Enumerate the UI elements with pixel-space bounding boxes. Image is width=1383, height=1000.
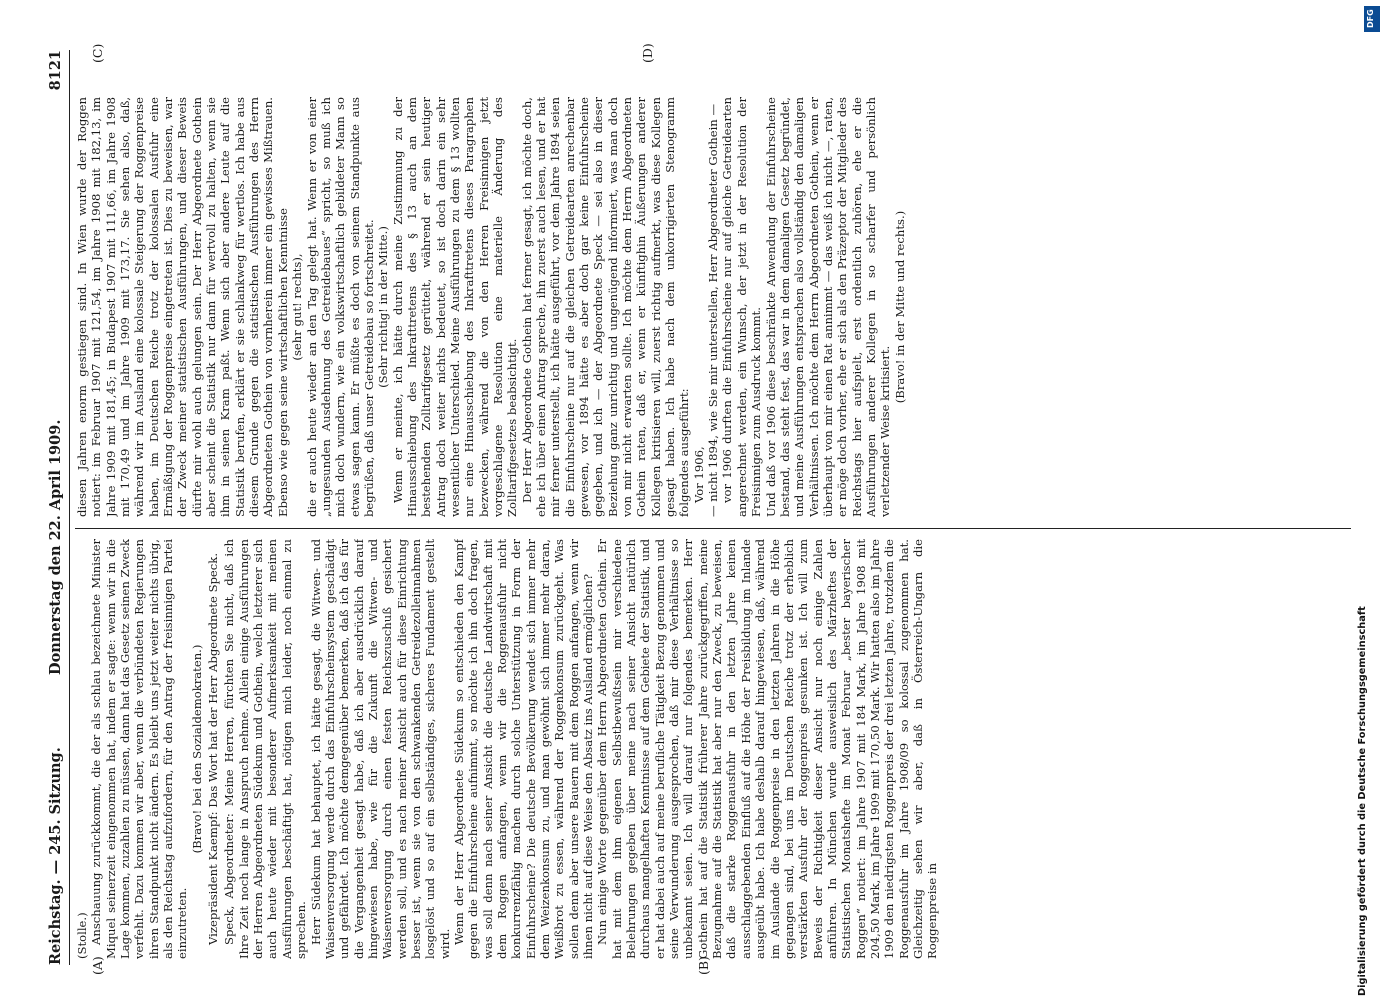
applause-note: (sehr gut! rechts), — [290, 253, 305, 361]
paragraph: Vizepräsident Kaempf: Das Wort hat der Herr Abgeordnete Speck. — [206, 552, 221, 945]
dfg-logo-text: DFG — [1366, 9, 1375, 28]
quote-line: vor 1906 durften die Einfuhrscheine nur auf gleiche Getreidearten angerechnet werden, ein Wunsch, der jetzt in der Resolution der Freisinnigen zum Ausdruck kommt. — [720, 97, 764, 517]
header-rule — [69, 50, 70, 965]
digitization-credit: Digitalisierung gefördert durch die Deutsche Forschungsgemeinschaft — [1357, 606, 1368, 996]
paragraph: diesen Jahren enorm gestiegen sind. In Wien wurde der Roggen notiert: im Februar 1907 mit 121,54, im Jahre 1908 mit 182,13, im Jahre 1909 mit 181,45; in Budapest 1907 mit 111,66, im Jahre 1908 mit 170,49 und im Jahre 1909 mit 173,17. Sie sehen also, daß, während wir im Ausland eine kolossale Steigerung der Roggenpreise haben, im Deutschen Reiche trotz der kolossalen Ausfuhr eine Ermäßigung der Roggenpreise eingetreten ist. Dies zu beweisen, war der Zweck meiner statistischen Ausführungen, und dieser Beweis dürfte mir wohl auch gelungen sein. Der Herr Abgeordnete Gothein aber scheint die Statistik nur dann für wertvoll zu halten, wenn sie ihm in seinen Kram paßt. Wenn sich aber andere Leute auf die Statistik berufen, erklärt er sie schlankweg für wertlos. Ich habe aus diesem Grunde gegen die statistischen Ausführungen des Herrn Abgeordneten Gothein von vornherein immer ein gewisses Mißtrauen. Ebenso wie gegen seine wirtschaftlichen Kenntnisse — [75, 97, 290, 517]
quote-line: — nicht 1894, wie Sie mir unterstellen, Herr Abgeordneter Gothein — — [706, 103, 721, 517]
paragraph: Und daß vor 1906 diese beschränkte Anwendung der Einfuhrscheine bestand, das steht fest, das war in dem damaligen Gesetz begründet, und meine Ausführungen entsprachen also vollständig den damaligen Verhältnissen. Ich möchte dem Herrn Abgeordneten Gothein, wenn er überhaupt von mir einen Rat annimmt — das weiß ich nicht —, raten, er möge doch vorher, ehe er sich als den Präzeptor der Mitglieder des Reichstags hier aufspielt, erst ordentlich zuhören, ehe er die Ausführungen anderer Kollegen in so scharfer und persönlich verletzender Weise kritisiert. — [763, 97, 893, 517]
speaker-tag: (Stolle.) — [75, 912, 89, 959]
applause-note: (Sehr richtig! in der Mitte.) — [376, 226, 391, 388]
margin-marker-c: (C) — [90, 43, 105, 63]
paragraph: Wenn er meinte, ich hätte durch meine Zustimmung zu der Hinausschiebung des Inkrafttretens des § 13 auch an dem bestehenden Zolltarifgesetz gerüttelt, während er sein heutiger Antrag doch weiter nichts bedeutet, so ist doch darin ein sehr wesentlicher Unterschied. Meine Ausführungen zu dem § 13 wollten nur eine Hinausschiebung des Inkrafttretens dieses Paragraphen bezwecken, während die von den Herren Freisinnigen jetzt vorgeschlagene Resolution eine materielle Änderung des Zolltarifgesetzes beabsichtigt. — [390, 97, 520, 517]
paragraph: die er auch heute wieder an den Tag gelegt hat. Wenn er von einer „ungesunden Ausdehnung des Getreidebaues“ spricht, so muß ich mich doch wundern, wie ein volkswirtschaftlich gebildeter Mann so etwas sagen kann. Er müßte es doch von seinem Standpunkte aus begrüßen, daß unser Getreidebau so fortschreitet. — [304, 97, 376, 517]
page-header — [45, 50, 71, 965]
dfg-logo — [1364, 6, 1380, 32]
margin-marker-d: (D) — [640, 43, 655, 63]
paragraph: Speck, Abgeordneter: Meine Herren, fürchten Sie nicht, daß ich Ihre Zeit noch lange in Anspruch nehme. Allein einige Ausführungen der Herren Abgeordneten Südekum und Gothein, welch letzterer sich auch heute wieder mit besonderer Aufmerksamkeit mit meinen Ausführungen beschäftigt hat, nötigen mich leider, noch einmal zu sprechen. — [222, 539, 309, 959]
paragraph: Wenn der Herr Abgeordnete Südekum so entschieden den Kampf gegen die Einfuhrscheine aufnimmt, so möchte ich ihn doch fragen, was soll denn nach seiner Ansicht die deutsche Landwirtschaft mit dem Roggen anfangen, wenn wir die Roggenausfuhr nicht konkurrenzfähig machen durch solche Unterstützung in Form der Einfuhrscheine? Die deutsche Bevölkerung wendet sich immer mehr dem Weizenkonsum zu, und man gewöhnt sich immer mehr daran, Weißbrot zu essen, während der Roggenkonsum zurückgeht. Was sollen denn aber unsere Bauern mit dem Roggen anfangen, wenn wir ihnen nicht auf diese Weise den Absatz ins Ausland ermöglichen? — [451, 539, 596, 959]
applause-note: (Bravo! in der Mitte und rechts.) — [892, 210, 907, 404]
paragraph: Herr Südekum hat behauptet, ich hätte gesagt, die Witwen- und Waisenversorgung werde durch das Einfuhrscheinsystem geschädigt und gefährdet. Ich möchte demgegenüber bemerken, daß ich das für die Vergangenheit gesagt habe, daß ich aber ausdrücklich darauf hingewiesen habe, wie für die Zukunft die Witwen- und Waisenversorgung durch einen festen Reichszuschuß gesichert werden soll, und es nach meiner Ansicht auch für diese Einrichtung besser ist, wenn sie von den schwankenden Getreidezolleinnahmen losgelöst und so auf ein selbständiges, sicheres Fundament gestellt wird. — [308, 539, 452, 959]
left-column — [75, 539, 1351, 959]
paragraph: Nun einige Worte gegenüber dem Herrn Abgeordneten Gothein. Er hat mit dem ihm eigenen Selbstbewußtsein mir verschiedene Belehrungen gegeben über meine nach seiner Ansicht natürlich durchaus mangelhaften Kenntnisse auf dem Gebiete der Statistik, und er hat dabei auch auf meine berufliche Tätigkeit Bezug genommen und seine Verwunderung ausgesprochen, daß mir diese Verhältnisse so unbekannt seien. Ich will darauf nur folgendes bemerken. Herr Gothein hat auf die Statistik früherer Jahre zurückgegriffen, meine Bezugnahme auf die Statistik hat aber nur den Zweck, zu beweisen, daß die starke Roggenausfuhr in den letzten Jahre keinen ausschlaggebenden Einfluß auf die Höhe der Preisbildung im Inlande ausgeübt habe. Ich habe deshalb darauf hingewiesen, daß, während im Auslande die Roggenpreise in den letzten Jahren in die Höhe gegangen sind, bei uns im Deutschen Reiche trotz der erheblich verstärkten Ausfuhr der Roggenpreis gesunken ist. Ich will zum Beweis der Richtigkeit dieser Ansicht nur noch einige Zahlen anführen. In München wurde ausweislich des Märzheftes der Statistischen Monatshefte im Monat Februar „bester bayerischer Roggen“ notiert: im Jahre 1907 mit 184 Mark, im Jahre 1908 mit 204,50 Mark, im Jahre 1909 mit 170,50 Mark. Wir hatten also im Jahre 1909 den niedrigsten Roggenpreis der drei letzten Jahre, trotzdem die Roggenausfuhr im Jahre 1908/09 so kolossal zugenommen hat. Gleichzeitig sehen wir aber, daß in Österreich-Ungarn die Roggenpreise in — [595, 539, 940, 959]
paragraph: Der Herr Abgeordnete Gothein hat ferner gesagt, ich möchte doch, ehe ich über einen Antrag spreche, ihn zuerst auch lesen, und er hat mir ferner unterstellt, ich hätte ausgeführt, vor dem Jahre 1894 seien die Einfuhrscheine nur auf die gleichen Getreidearten anrechenbar gewesen, vor 1894 hätte es aber doch gar keine Einfuhrscheine gegeben, und ich — der Abgeordnete Speck — sei also in dieser Beziehung ganz unrichtig und ungenügend informiert, was man doch von mir nicht erwarten sollte. Ich möchte dem Herrn Abgeordneten Gothein raten, daß er, wenn er künftighin Äußerungen anderer Kollegen kritisieren will, zuerst richtig aufmerkt, was diese Kollegen gesagt haben. Ich habe nach dem unkorrigierten Stenogramm folgendes ausgeführt: — [519, 97, 692, 517]
header-left: Reichstag. — 245. Sitzung. — [47, 747, 64, 965]
margin-marker-a: (A) — [90, 956, 105, 975]
header-date: Donnerstag den 22. April 1909. — [47, 419, 64, 675]
applause-note: (Bravo! bei den Sozialdemokraten.) — [189, 644, 204, 854]
quote-line: Vor 1906, — [691, 446, 706, 503]
paragraph: Anschauung zurückkommt, die der als schlau bezeichnete Minister Miquel seinerzeit eingenommen hat, indem er sagte: wenn wir in die Lage kommen, zuzahlen zu müssen, dann hat das Gesetz seinen Zweck verfehlt. Dazu kommen wir aber, wenn die verbündeten Regierungen ihren Standpunkt nicht ändern. Es bleibt uns jetzt weiter nichts übrig, als den Reichstag aufzufordern, für den Antrag der freisinnigen Partei einzutreten. — [89, 539, 190, 959]
page-number: 8121 — [47, 50, 64, 91]
margin-marker-b: (B) — [696, 956, 711, 975]
column-rule — [75, 528, 1351, 529]
right-column — [75, 97, 1351, 517]
newspaper-page — [45, 40, 1355, 975]
